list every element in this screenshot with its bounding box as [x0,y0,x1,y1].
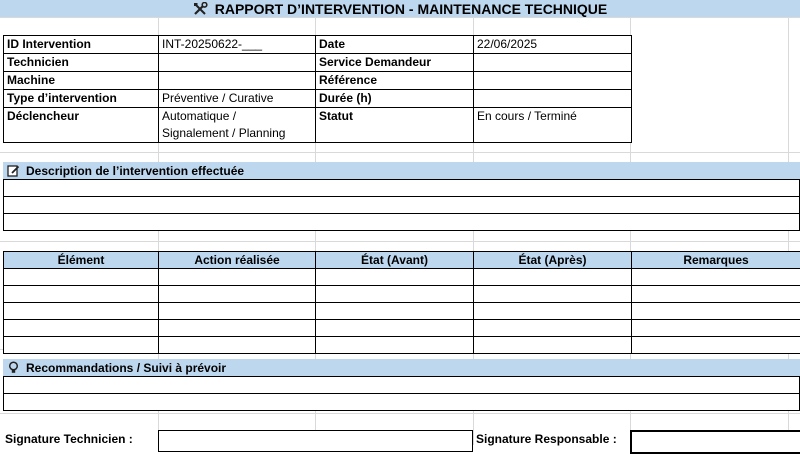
recommendation-line[interactable] [4,377,800,394]
signature-responsable-label: Signature Responsable : [476,432,617,446]
edit-icon [7,164,20,177]
header-remarques: Remarques [632,252,800,269]
table-cell[interactable] [4,337,159,354]
table-row [4,303,800,320]
table-row [4,269,800,286]
elements-header-row [4,252,800,269]
header-element: Élément [4,252,159,269]
gridline [0,241,800,242]
duree-label: Durée (h) [316,90,474,108]
table-cell[interactable] [474,337,632,354]
technicien-value-cell[interactable] [159,54,316,72]
recommendations-section-label: Recommandations / Suivi à prévoir [26,361,226,375]
table-row [4,337,800,354]
report-title: RAPPORT D’INTERVENTION - MAINTENANCE TECHNIQUE [215,1,608,17]
table-cell[interactable] [4,303,159,320]
duree-value-cell[interactable] [474,90,632,108]
table-row [4,286,800,303]
lightbulb-icon [7,361,20,374]
signature-technicien-box[interactable] [158,430,473,452]
header-etat-apres: État (Après) [474,252,632,269]
type-label: Type d’intervention [4,90,159,108]
table-cell[interactable] [4,269,159,286]
table-cell[interactable] [4,320,159,337]
table-cell[interactable] [316,269,474,286]
description-section-label: Description de l’intervention effectuée [26,164,244,178]
table-cell[interactable] [316,337,474,354]
table-cell[interactable] [159,286,316,303]
table-cell[interactable] [159,320,316,337]
date-value-cell[interactable]: 22/06/2025 [474,36,632,54]
table-cell[interactable] [474,320,632,337]
signature-technicien-label: Signature Technicien : [5,432,133,446]
id-label: ID Intervention [4,36,159,54]
description-section-header[interactable] [3,162,800,179]
statut-value-cell[interactable]: En cours / Terminé [474,108,632,143]
table-cell[interactable] [632,286,800,303]
gridline [0,17,800,18]
table-cell[interactable] [632,337,800,354]
recommendations-lines [3,376,800,411]
recommendations-section-header[interactable] [3,359,800,376]
gridline [0,413,800,414]
table-cell[interactable] [632,320,800,337]
service-value-cell[interactable] [474,54,632,72]
technicien-label: Technicien [4,54,159,72]
description-line[interactable] [4,214,800,231]
reference-value-cell[interactable] [474,72,632,90]
table-cell[interactable] [316,286,474,303]
type-value-cell[interactable]: Préventive / Curative [159,90,316,108]
tools-icon [193,2,209,16]
machine-value-cell[interactable] [159,72,316,90]
date-label: Date [316,36,474,54]
table-cell[interactable] [159,337,316,354]
declencheur-value-line-1: Automatique / [162,108,312,125]
table-cell[interactable] [316,320,474,337]
machine-label: Machine [4,72,159,90]
table-cell[interactable] [4,286,159,303]
reference-label: Référence [316,72,474,90]
id-value-cell[interactable]: INT-20250622-___ [159,36,316,54]
declencheur-label: Déclencheur [4,108,159,143]
description-line[interactable] [4,197,800,214]
description-lines [3,179,800,231]
table-cell[interactable] [474,303,632,320]
signature-responsable-box[interactable] [630,430,800,454]
gridline [0,152,800,153]
table-row [4,320,800,337]
table-cell[interactable] [316,303,474,320]
table-cell[interactable] [632,303,800,320]
table-cell[interactable] [159,303,316,320]
intervention-info-table [3,35,632,143]
table-cell[interactable] [632,269,800,286]
elements-table [3,251,800,354]
recommendation-line[interactable] [4,394,800,411]
service-label: Service Demandeur [316,54,474,72]
declencheur-value-cell[interactable] [159,108,316,143]
header-action: Action réalisée [159,252,316,269]
header-etat-avant: État (Avant) [316,252,474,269]
description-line[interactable] [4,180,800,197]
statut-label: Statut [316,108,474,143]
table-cell[interactable] [159,269,316,286]
table-cell[interactable] [474,286,632,303]
table-cell[interactable] [474,269,632,286]
declencheur-value-line-2: Signalement / Planning [162,125,312,142]
report-title-bar[interactable] [0,0,800,17]
